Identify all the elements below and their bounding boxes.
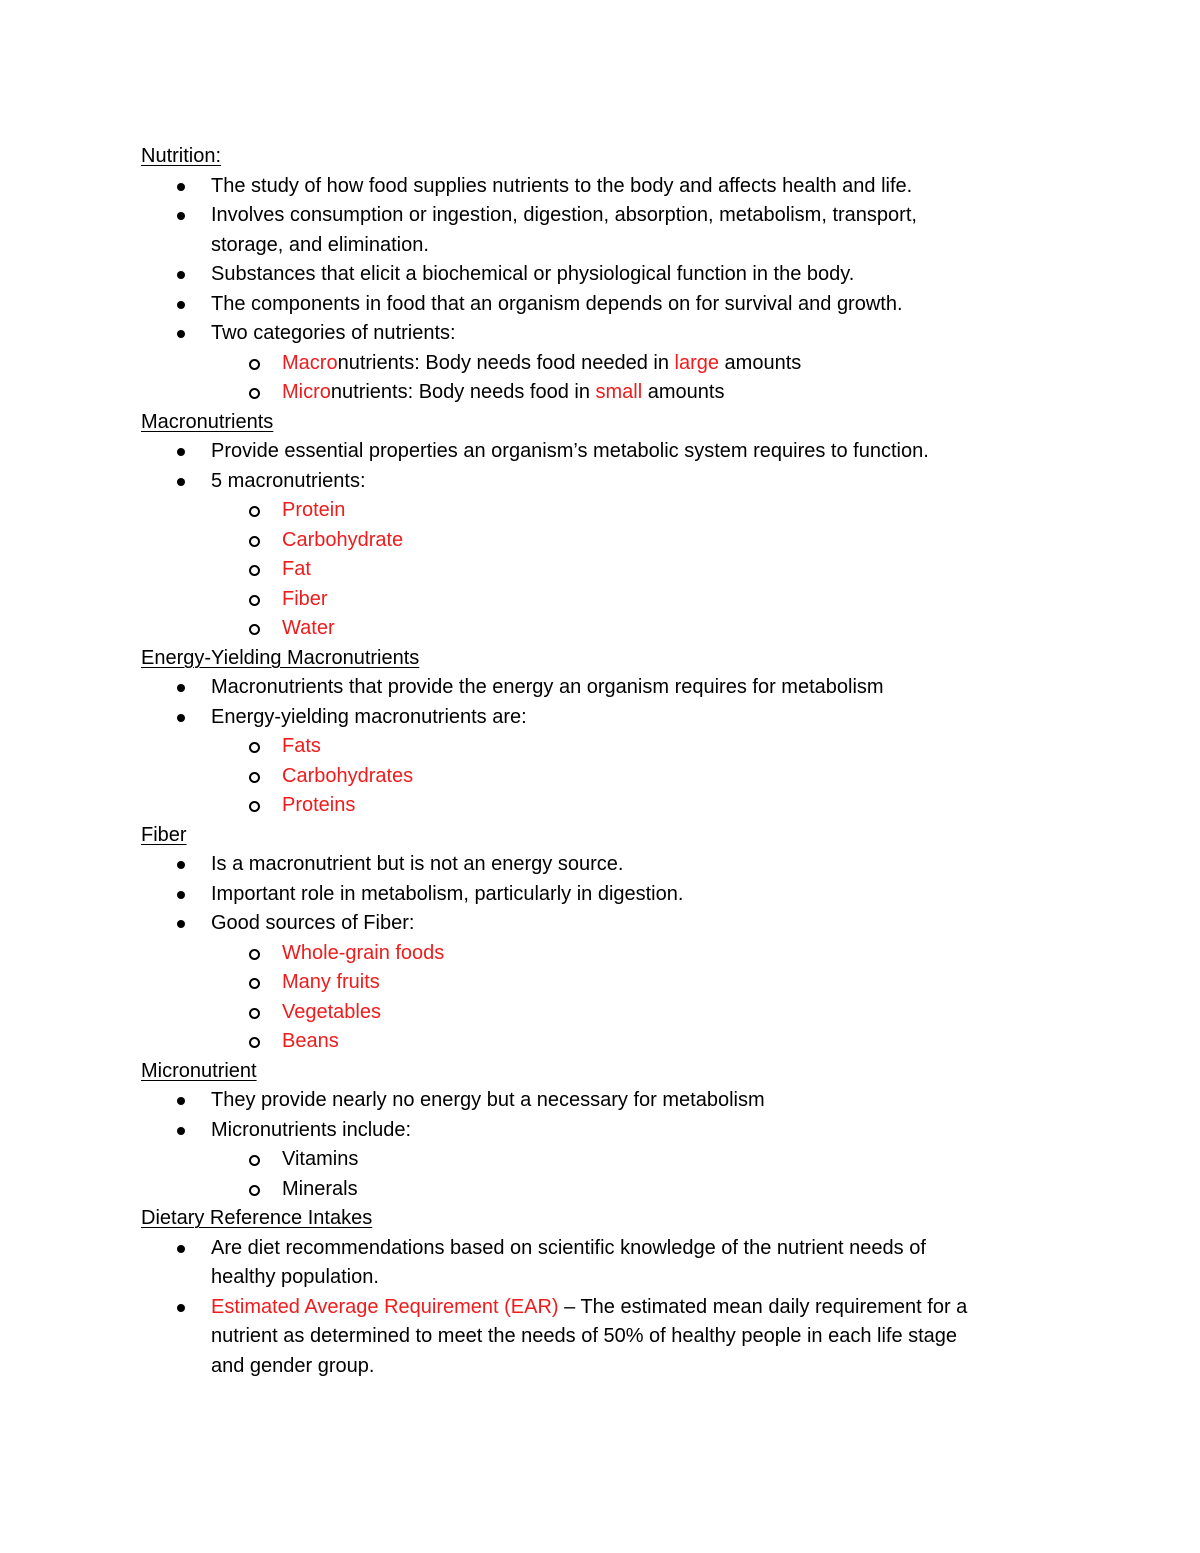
circle-bullet-icon bbox=[249, 1037, 260, 1048]
bullet-icon bbox=[177, 714, 185, 722]
circle-bullet-icon bbox=[249, 565, 260, 576]
circle-bullet-icon bbox=[249, 978, 260, 989]
bullet-icon bbox=[177, 684, 185, 692]
circle-bullet-icon bbox=[249, 949, 260, 960]
list-item: Energy-yielding macronutrients are: bbox=[141, 703, 1041, 733]
sub-list-item: Many fruits bbox=[141, 968, 1041, 998]
heading-energy-yielding: Energy-Yielding Macronutrients bbox=[141, 646, 420, 669]
list-item-continuation: storage, and elimination. bbox=[211, 233, 429, 256]
sub-list-item: Fats bbox=[141, 732, 1041, 762]
bullet-icon bbox=[177, 301, 185, 309]
heading-fiber: Fiber bbox=[141, 823, 187, 846]
circle-bullet-icon bbox=[249, 1185, 260, 1196]
sub-list-item: Proteins bbox=[141, 791, 1041, 821]
sub-list-item: Fat bbox=[141, 555, 1041, 585]
list-item: Involves consumption or ingestion, digestion, absorption, metabolism, transport, bbox=[141, 201, 1041, 231]
sub-list-item: Water bbox=[141, 614, 1041, 644]
circle-bullet-icon bbox=[249, 742, 260, 753]
circle-bullet-icon bbox=[249, 1008, 260, 1019]
bullet-icon bbox=[177, 1097, 185, 1105]
circle-bullet-icon bbox=[249, 388, 260, 399]
list-item: Is a macronutrient but is not an energy source. bbox=[141, 850, 1041, 880]
circle-bullet-icon bbox=[249, 506, 260, 517]
list-item: They provide nearly no energy but a necessary for metabolism bbox=[141, 1086, 1041, 1116]
bullet-icon bbox=[177, 448, 185, 456]
list-item: Two categories of nutrients: bbox=[141, 319, 1041, 349]
sub-list-item: Vitamins bbox=[141, 1145, 1041, 1175]
circle-bullet-icon bbox=[249, 536, 260, 547]
bullet-icon bbox=[177, 1245, 185, 1253]
list-item: Micronutrients include: bbox=[141, 1116, 1041, 1146]
bullet-icon bbox=[177, 920, 185, 928]
document-body bbox=[141, 142, 1041, 1381]
sub-list-item: Macronutrients: Body needs food needed in large amounts bbox=[141, 349, 1041, 379]
list-item: 5 macronutrients: bbox=[141, 467, 1041, 497]
heading-dietary-reference-intakes: Dietary Reference Intakes bbox=[141, 1207, 373, 1229]
sub-list-item: Vegetables bbox=[141, 998, 1041, 1028]
bullet-icon bbox=[177, 212, 185, 220]
bullet-icon bbox=[177, 861, 185, 869]
sub-list-item: Carbohydrates bbox=[141, 762, 1041, 792]
list-item: Substances that elicit a biochemical or physiological function in the body. bbox=[141, 260, 1041, 290]
list-item: The study of how food supplies nutrients to the body and affects health and life. bbox=[141, 172, 1041, 202]
list-item: Macronutrients that provide the energy an organism requires for metabolism bbox=[141, 673, 1041, 703]
sub-list-item: Beans bbox=[141, 1027, 1041, 1057]
list-item: Good sources of Fiber: bbox=[141, 909, 1041, 939]
bullet-icon bbox=[177, 478, 185, 486]
sub-list-item: Fiber bbox=[141, 585, 1041, 615]
heading-micronutrient: Micronutrient bbox=[141, 1059, 257, 1082]
list-item: Important role in metabolism, particularly in digestion. bbox=[141, 880, 1041, 910]
circle-bullet-icon bbox=[249, 801, 260, 812]
sub-list-item: Protein bbox=[141, 496, 1041, 526]
list-item: Are diet recommendations based on scientific knowledge of the nutrient needs of bbox=[141, 1234, 1041, 1264]
list-item: Estimated Average Requirement (EAR) – The estimated mean daily requirement for a bbox=[141, 1293, 1041, 1323]
list-item-continuation: and gender group. bbox=[211, 1354, 375, 1377]
circle-bullet-icon bbox=[249, 624, 260, 635]
circle-bullet-icon bbox=[249, 1155, 260, 1166]
bullet-icon bbox=[177, 891, 185, 899]
sub-list-item: Whole-grain foods bbox=[141, 939, 1041, 969]
circle-bullet-icon bbox=[249, 595, 260, 606]
bullet-icon bbox=[177, 1304, 185, 1312]
list-item: Provide essential properties an organism’s metabolic system requires to function. bbox=[141, 437, 1041, 467]
bullet-icon bbox=[177, 183, 185, 191]
heading-macronutrients: Macronutrients bbox=[141, 410, 274, 433]
list-item-continuation: healthy population. bbox=[211, 1266, 379, 1288]
bullet-icon bbox=[177, 271, 185, 279]
circle-bullet-icon bbox=[249, 359, 260, 370]
list-item-continuation: nutrient as determined to meet the needs of 50% of healthy people in each life stage bbox=[211, 1325, 958, 1347]
bullet-icon bbox=[177, 330, 185, 338]
list-item: The components in food that an organism depends on for survival and growth. bbox=[141, 290, 1041, 320]
heading-nutrition: Nutrition: bbox=[141, 145, 222, 167]
sub-list-item: Minerals bbox=[141, 1175, 1041, 1205]
sub-list-item: Micronutrients: Body needs food in small amounts bbox=[141, 378, 1041, 408]
circle-bullet-icon bbox=[249, 772, 260, 783]
bullet-icon bbox=[177, 1127, 185, 1135]
sub-list-item: Carbohydrate bbox=[141, 526, 1041, 556]
